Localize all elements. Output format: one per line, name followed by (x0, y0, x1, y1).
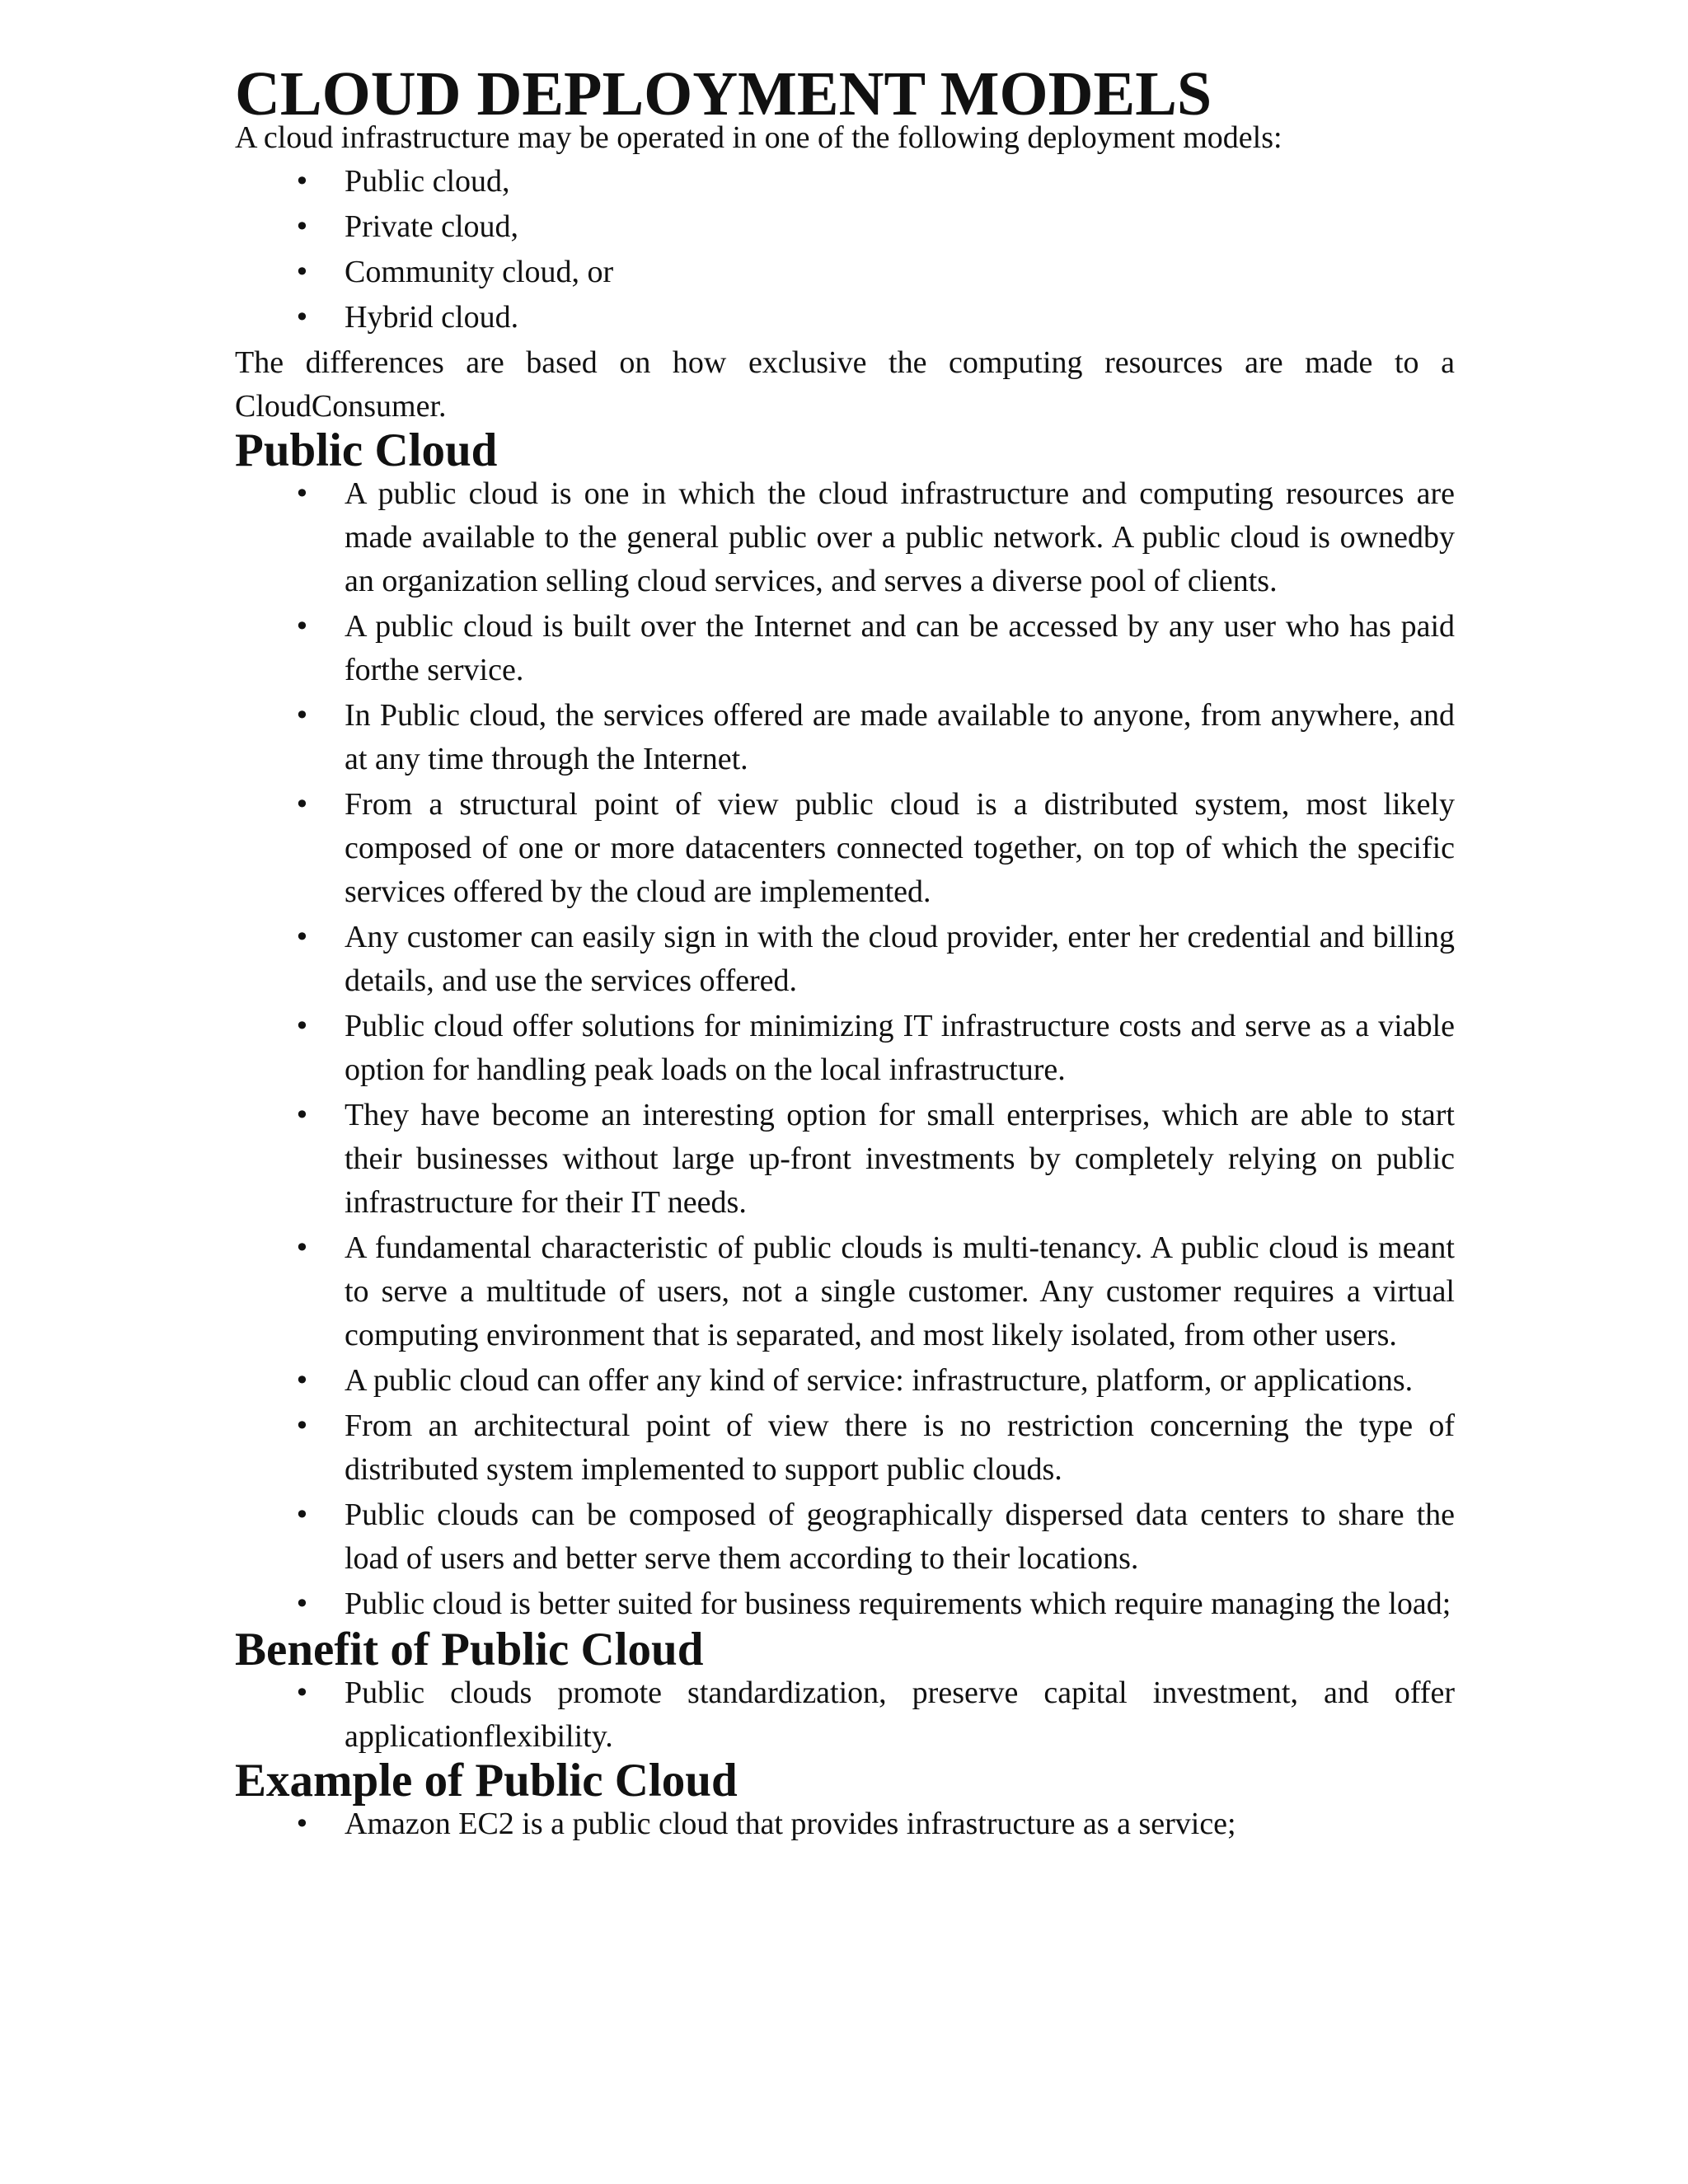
benefit-list (235, 1671, 1455, 1759)
public-cloud-list (235, 472, 1455, 1626)
section-heading-example: Example of Public Cloud (235, 1755, 738, 1807)
list-item: • A public cloud is built over the Internet and can be accessed by any user who has paid forthe service. (235, 605, 1455, 692)
list-item: • Public clouds promote standardization, preserve capital investment, and offer applicationflexibility. (235, 1671, 1455, 1759)
section-heading-benefit: Benefit of Public Cloud (235, 1624, 704, 1675)
list-item: • They have become an interesting option for small enterprises, which are able to start their businesses without large up-front investments by completely relying on public infrastructure for their IT needs. (235, 1094, 1455, 1225)
section-heading-public-cloud: Public Cloud (235, 424, 498, 476)
list-item: • Public cloud is better suited for business requirements which require managing the load; (235, 1582, 1455, 1626)
list-item: • Hybrid cloud. (235, 296, 1455, 340)
list-item: • A fundamental characteristic of public clouds is multi-tenancy. A public cloud is meant to serve a multitude of users, not a single customer. Any customer requires a virtual computing environment that is separated, and most likely isolated, from other users. (235, 1226, 1455, 1357)
deployment-models-list (235, 160, 1455, 340)
list-item: • Public cloud, (235, 160, 1455, 204)
list-item: • Amazon EC2 is a public cloud that provides infrastructure as a service; (235, 1802, 1455, 1846)
list-item: • Public cloud offer solutions for minimizing IT infrastructure costs and serve as a viable option for handling peak loads on the local infrastructure. (235, 1005, 1455, 1092)
example-list (235, 1802, 1455, 1846)
intro-paragraph: A cloud infrastructure may be operated in one of the following deployment models: (235, 120, 1282, 155)
differences-paragraph: The differences are based on how exclusive the computing resources are made to a CloudConsumer. (235, 345, 1455, 424)
list-item: • Community cloud, or (235, 251, 1455, 294)
list-item: • In Public cloud, the services offered are made available to anyone, from anywhere, and at any time through the Internet. (235, 694, 1455, 781)
list-item: • A public cloud is one in which the cloud infrastructure and computing resources are made available to the general public over a public network. A public cloud is ownedby an organization selling cloud services, and serves a diverse pool of clients. (235, 472, 1455, 603)
list-item: • From a structural point of view public cloud is a distributed system, most likely composed of one or more datacenters connected together, on top of which the specific services offered by the cloud are implemented. (235, 783, 1455, 914)
list-item: • From an architectural point of view there is no restriction concerning the type of distributed system implemented to support public clouds. (235, 1404, 1455, 1492)
page-title: CLOUD DEPLOYMENT MODELS (235, 59, 1212, 129)
list-item: • A public cloud can offer any kind of service: infrastructure, platform, or applications. (235, 1359, 1455, 1403)
list-item: • Private cloud, (235, 205, 1455, 249)
list-item: • Public clouds can be composed of geographically dispersed data centers to share the load of users and better serve them according to their locations. (235, 1493, 1455, 1581)
list-item: • Any customer can easily sign in with the cloud provider, enter her credential and billing details, and use the services offered. (235, 916, 1455, 1003)
